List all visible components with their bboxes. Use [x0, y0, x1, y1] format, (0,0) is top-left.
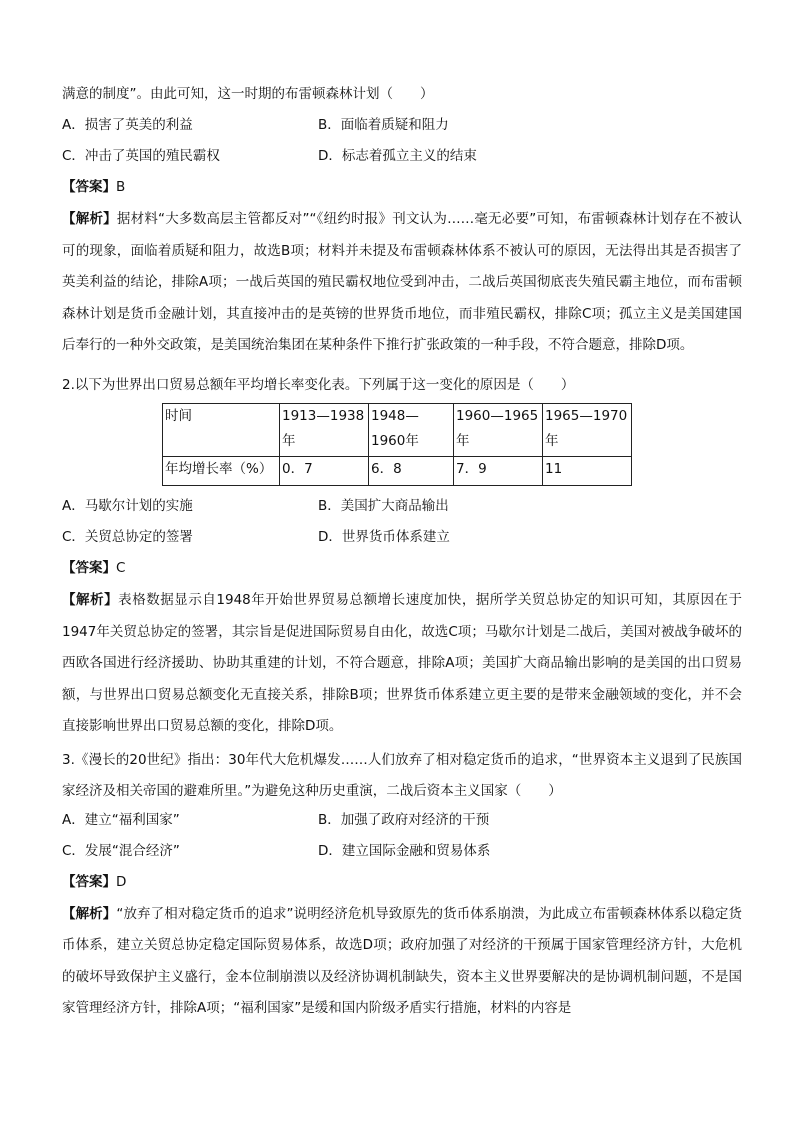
q3-analysis-label: 【解析】: [62, 905, 117, 922]
q2-table-value-row: [163, 457, 632, 486]
q2-table-header-cell: 1965—1970年: [543, 404, 632, 457]
q3-option-b: B．加强了政府对经济的干预: [318, 811, 490, 828]
q1-stem-tail: 满意的制度”。由此可知，这一时期的布雷顿森林计划（ ）: [62, 86, 434, 102]
q2-answer: [62, 558, 742, 578]
q1-analysis-label: 【解析】: [62, 211, 117, 227]
q3-options-row-2: [62, 841, 742, 861]
q2-table-value-cell: 7．9: [454, 457, 543, 486]
q3-option-a: A．建立“福利国家”: [62, 811, 180, 828]
q1-analysis: [62, 204, 742, 362]
q2-table-row-label: 年均增长率（%）: [163, 457, 280, 486]
q3-answer: [62, 872, 742, 892]
q2-options-row-2: [62, 527, 742, 547]
q3-option-d: D．建立国际金融和贸易体系: [318, 842, 491, 859]
q1-options-row-2: [62, 146, 742, 166]
q3-answer-label: 【答案】: [62, 873, 116, 890]
q2-analysis-text: 表格数据显示自1948年开始世界贸易总额增长速度加快，据所学关贸总协定的知识可知，其原因在于1947年关贸总协定的签署，其宗旨是促进国际贸易自由化，故选C项；马歇尔计划是二战后，美国对被战争破坏的西欧各国进行经济援助、协助其重建的计划，不符合题意，排除A项；美国扩大商品输出影响的是美国的出口贸易额，与世界出口贸易总额变化无直接关系，排除B项；世界货币体系建立更主要的是带来金融领域的变化，并不会直接影响世界出口贸易总额的变化，排除D项。: [62, 592, 743, 734]
q1-option-d: D．标志着孤立主义的结束: [318, 148, 477, 164]
q3-option-c: C．发展“混合经济”: [62, 842, 180, 859]
q2-table-value-cell: 6．8: [369, 457, 454, 486]
q2-option-d: D．世界货币体系建立: [318, 529, 450, 545]
q3-options-row-1: [62, 810, 742, 830]
q2-analysis: [62, 585, 742, 743]
q2-table-header-cell: 时间: [163, 404, 280, 457]
q2-answer-value: C: [116, 560, 126, 576]
q2-answer-label: 【答案】: [62, 560, 116, 576]
q1-option-b: B．面临着质疑和阻力: [318, 117, 449, 133]
q1-answer-label: 【答案】: [62, 179, 116, 195]
q2-table-header-cell: 1913—1938年: [280, 404, 369, 457]
q2-table-header-cell: 1960—1965年: [454, 404, 543, 457]
q1-answer: [62, 177, 742, 197]
q2-options-row-1: [62, 496, 742, 516]
q2-option-b: B．美国扩大商品输出: [318, 498, 449, 514]
q2-analysis-label: 【解析】: [62, 592, 119, 608]
q3-analysis-text: “放弃了相对稳定货币的追求”说明经济危机导致原先的货币体系崩溃，为此成立布雷顿森林体系以稳定货币体系，建立关贸总协定稳定国际贸易体系，故选D项；政府加强了对经济的干预属于国家管理经济方针，大危机的破坏导致保护主义盛行，金本位制崩溃以及经济协调机制缺失，资本主义世界要解决的是协调机制问题，不是国家管理经济方针，排除A项；“福利国家”是缓和国内阶级矛盾实行措施，材料的内容是: [62, 905, 743, 1016]
q2-stem: 2.以下为世界出口贸易总额年平均增长率变化表。下列属于这一变化的原因是（ ）: [62, 377, 575, 393]
q2-table-value-cell: 0．7: [280, 457, 369, 486]
q1-options-row-1: [62, 115, 742, 135]
q3-answer-value: D: [116, 873, 127, 890]
q1-option-c: C．冲击了英国的殖民霸权: [62, 148, 220, 164]
q2-option-c: C．关贸总协定的签署: [62, 529, 193, 545]
q2-option-a: A．马歇尔计划的实施: [62, 498, 193, 514]
q3-stem: 3.《漫长的20世纪》指出：30年代大危机爆发……人们放弃了相对稳定货币的追求，“世界资本主义退到了民族国家经济及相关帝国的避难所里。”为避免这种历史重演，二战后资本主义国家（ ）: [62, 751, 742, 799]
q2-table-header-cell: 1948—1960年: [369, 404, 454, 457]
q2-table-value-cell: 11: [543, 457, 632, 486]
q1-answer-value: B: [116, 179, 126, 195]
q3-analysis: [62, 899, 742, 1025]
document-page: [62, 84, 742, 1025]
q1-option-a: A．损害了英美的利益: [62, 117, 193, 133]
q2-table-header-row: [163, 404, 632, 457]
q1-analysis-text: 据材料“大多数高层主管都反对”“《纽约时报》刊文认为……毫无必要”可知，布雷顿森林计划存在不被认可的现象，面临着质疑和阻力，故选B项；材料并未提及布雷顿森林体系不被认可的原因，无法得出其是否损害了英美利益的结论，排除A项；一战后英国的殖民霸权地位受到冲击，二战后英国彻底丧失殖民霸主地位，而布雷顿森林计划是货币金融计划，其直接冲击的是英镑的世界货币地位，而非殖民霸权，排除C项；孤立主义是美国建国后奉行的一种外交政策，是美国统治集团在某种条件下推行扩张政策的一种手段，不符合题意，排除D项。: [62, 211, 743, 353]
q2-table: [162, 403, 632, 486]
